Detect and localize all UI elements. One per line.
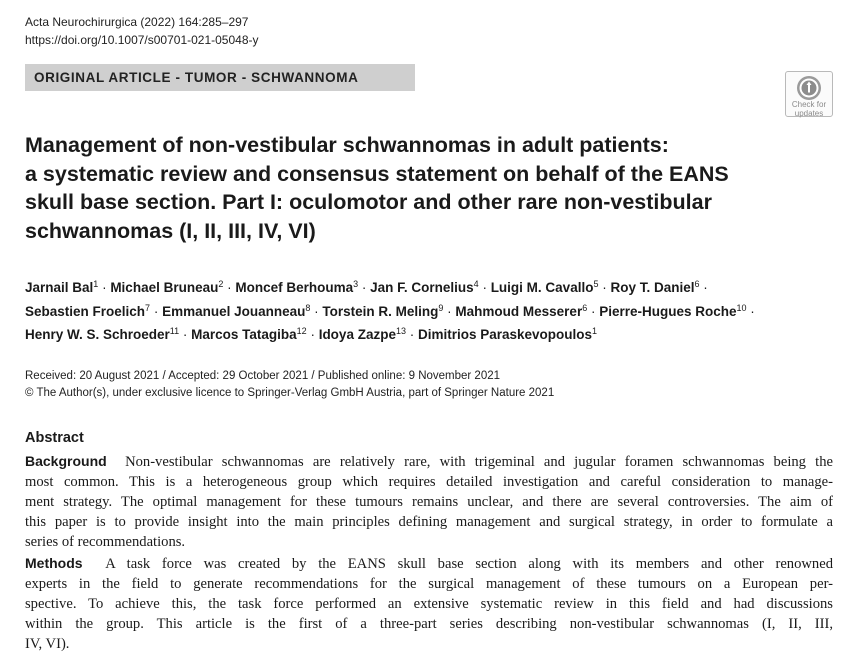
- abstract-methods: [25, 553, 833, 654]
- author-separator: ·: [98, 280, 111, 295]
- article-title: [25, 131, 815, 245]
- author-name[interactable]: Jarnail Bal: [25, 280, 94, 295]
- author-separator: ·: [179, 327, 192, 342]
- abstract-line: Background Non-vestibular schwannomas are relatively rare, with trigeminal and jugular foramen schwannomas being the: [25, 453, 833, 470]
- check-for-updates-icon: [796, 75, 822, 101]
- check-for-updates-label: Check for updates: [791, 100, 827, 118]
- author-line: [25, 323, 825, 347]
- dates-line: Received: 20 August 2021 / Accepted: 29 October 2021 / Published online: 9 November 2021: [25, 370, 501, 382]
- abstract-line: this paper is to provide insight into the main principles defining management and surgical strategy, in order to formulate a: [25, 514, 833, 531]
- author-affiliation: 9: [438, 302, 444, 313]
- abstract-line: series of recommendations.: [25, 534, 186, 551]
- methods-label: Methods: [25, 555, 83, 571]
- author-name[interactable]: Marcos Tatagiba: [191, 327, 297, 342]
- title-line: schwannomas (I, II, III, IV, VI): [25, 218, 316, 243]
- author-name[interactable]: Torstein R. Meling: [322, 303, 439, 319]
- author-name[interactable]: Luigi M. Cavallo: [490, 280, 594, 295]
- author-affiliation: 13: [395, 326, 406, 336]
- author-name[interactable]: Henry W. S. Schroeder: [25, 327, 170, 342]
- author-affiliation: 8: [305, 302, 311, 313]
- author-separator: ·: [223, 280, 236, 295]
- abstract-line: within the group. This article is the first of a three-part series describing non-vestibular schwannomas (I, II, III,: [25, 616, 833, 633]
- abstract-line: Methods A task force was created by the EANS skull base section along with its members and other renowned: [25, 555, 834, 572]
- author-name[interactable]: Moncef Berhouma: [235, 280, 354, 295]
- abstract-line: ment strategy. The optimal management for these tumours remains unclear, and there are several controversies. The aim of: [25, 494, 833, 511]
- author-affiliation: 6: [694, 279, 700, 289]
- author-separator: ·: [598, 280, 611, 295]
- author-separator: ·: [587, 303, 600, 319]
- author-affiliation: 3: [353, 279, 359, 289]
- abstract-line: spective. To achieve this, the task force performed an extensive systematic review in this field and had discussions: [25, 596, 833, 613]
- abstract-background: [25, 451, 833, 552]
- author-affiliation: 10: [736, 302, 747, 313]
- title-line: a systematic review and consensus statement on behalf of the EANS: [25, 161, 729, 186]
- journal-header: [25, 14, 259, 49]
- author-name[interactable]: Sebastien Froelich: [25, 303, 146, 319]
- check-for-updates-badge[interactable]: [785, 71, 833, 117]
- author-separator: ·: [746, 303, 755, 319]
- author-list: [25, 276, 825, 347]
- abstract-line: experts in the field to generate recommendations for the surgical management of these tumours on a European per-: [25, 576, 833, 593]
- background-label: Background: [25, 453, 107, 469]
- author-separator: ·: [358, 280, 371, 295]
- author-affiliation: 12: [296, 326, 307, 336]
- author-affiliation: 5: [593, 279, 599, 289]
- author-separator: ·: [306, 327, 319, 342]
- author-affiliation: 4: [473, 279, 479, 289]
- author-affiliation: 11: [169, 326, 180, 336]
- author-separator: ·: [699, 280, 708, 295]
- author-separator: ·: [478, 280, 491, 295]
- abstract-heading: Abstract: [25, 430, 84, 446]
- abstract-line: IV, VI).: [25, 636, 70, 653]
- author-separator: ·: [443, 303, 456, 319]
- author-separator: ·: [150, 303, 163, 319]
- author-line: [25, 276, 825, 300]
- author-separator: ·: [405, 327, 418, 342]
- author-affiliation: 1: [592, 326, 598, 336]
- author-name[interactable]: Pierre-Hugues Roche: [599, 303, 737, 319]
- publication-dates: [25, 368, 554, 402]
- author-name[interactable]: Roy T. Daniel: [610, 280, 695, 295]
- author-affiliation: 2: [218, 279, 224, 289]
- author-affiliation: 6: [582, 302, 588, 313]
- author-name[interactable]: Jan F. Cornelius: [370, 280, 474, 295]
- author-name[interactable]: Mahmoud Messerer: [455, 303, 583, 319]
- title-line: skull base section. Part I: oculomotor and other rare non-vestibular: [25, 190, 712, 214]
- author-name[interactable]: Idoya Zazpe: [318, 327, 396, 342]
- article-type-banner: ORIGINAL ARTICLE - TUMOR - SCHWANNOMA: [25, 64, 415, 91]
- author-line: [25, 300, 825, 324]
- author-affiliation: 1: [93, 279, 99, 289]
- author-name[interactable]: Dimitrios Paraskevopoulos: [417, 327, 593, 342]
- title-line: Management of non-vestibular schwannomas in adult patients:: [25, 133, 669, 157]
- author-separator: ·: [310, 303, 323, 319]
- author-name[interactable]: Emmanuel Jouanneau: [162, 303, 306, 319]
- abstract-line: most common. This is a heterogeneous group which requires detailed investigation and careful consideration to manage-: [25, 474, 833, 491]
- copyright-line: © The Author(s), under exclusive licence to Springer-Verlag GmbH Austria, part of Springer Nature 2021: [25, 387, 555, 399]
- author-name[interactable]: Michael Bruneau: [110, 280, 219, 295]
- doi-link[interactable]: https://doi.org/10.1007/s00701-021-05048-y: [25, 32, 259, 47]
- author-affiliation: 7: [145, 302, 151, 313]
- journal-citation: Acta Neurochirurgica (2022) 164:285–297: [25, 15, 249, 29]
